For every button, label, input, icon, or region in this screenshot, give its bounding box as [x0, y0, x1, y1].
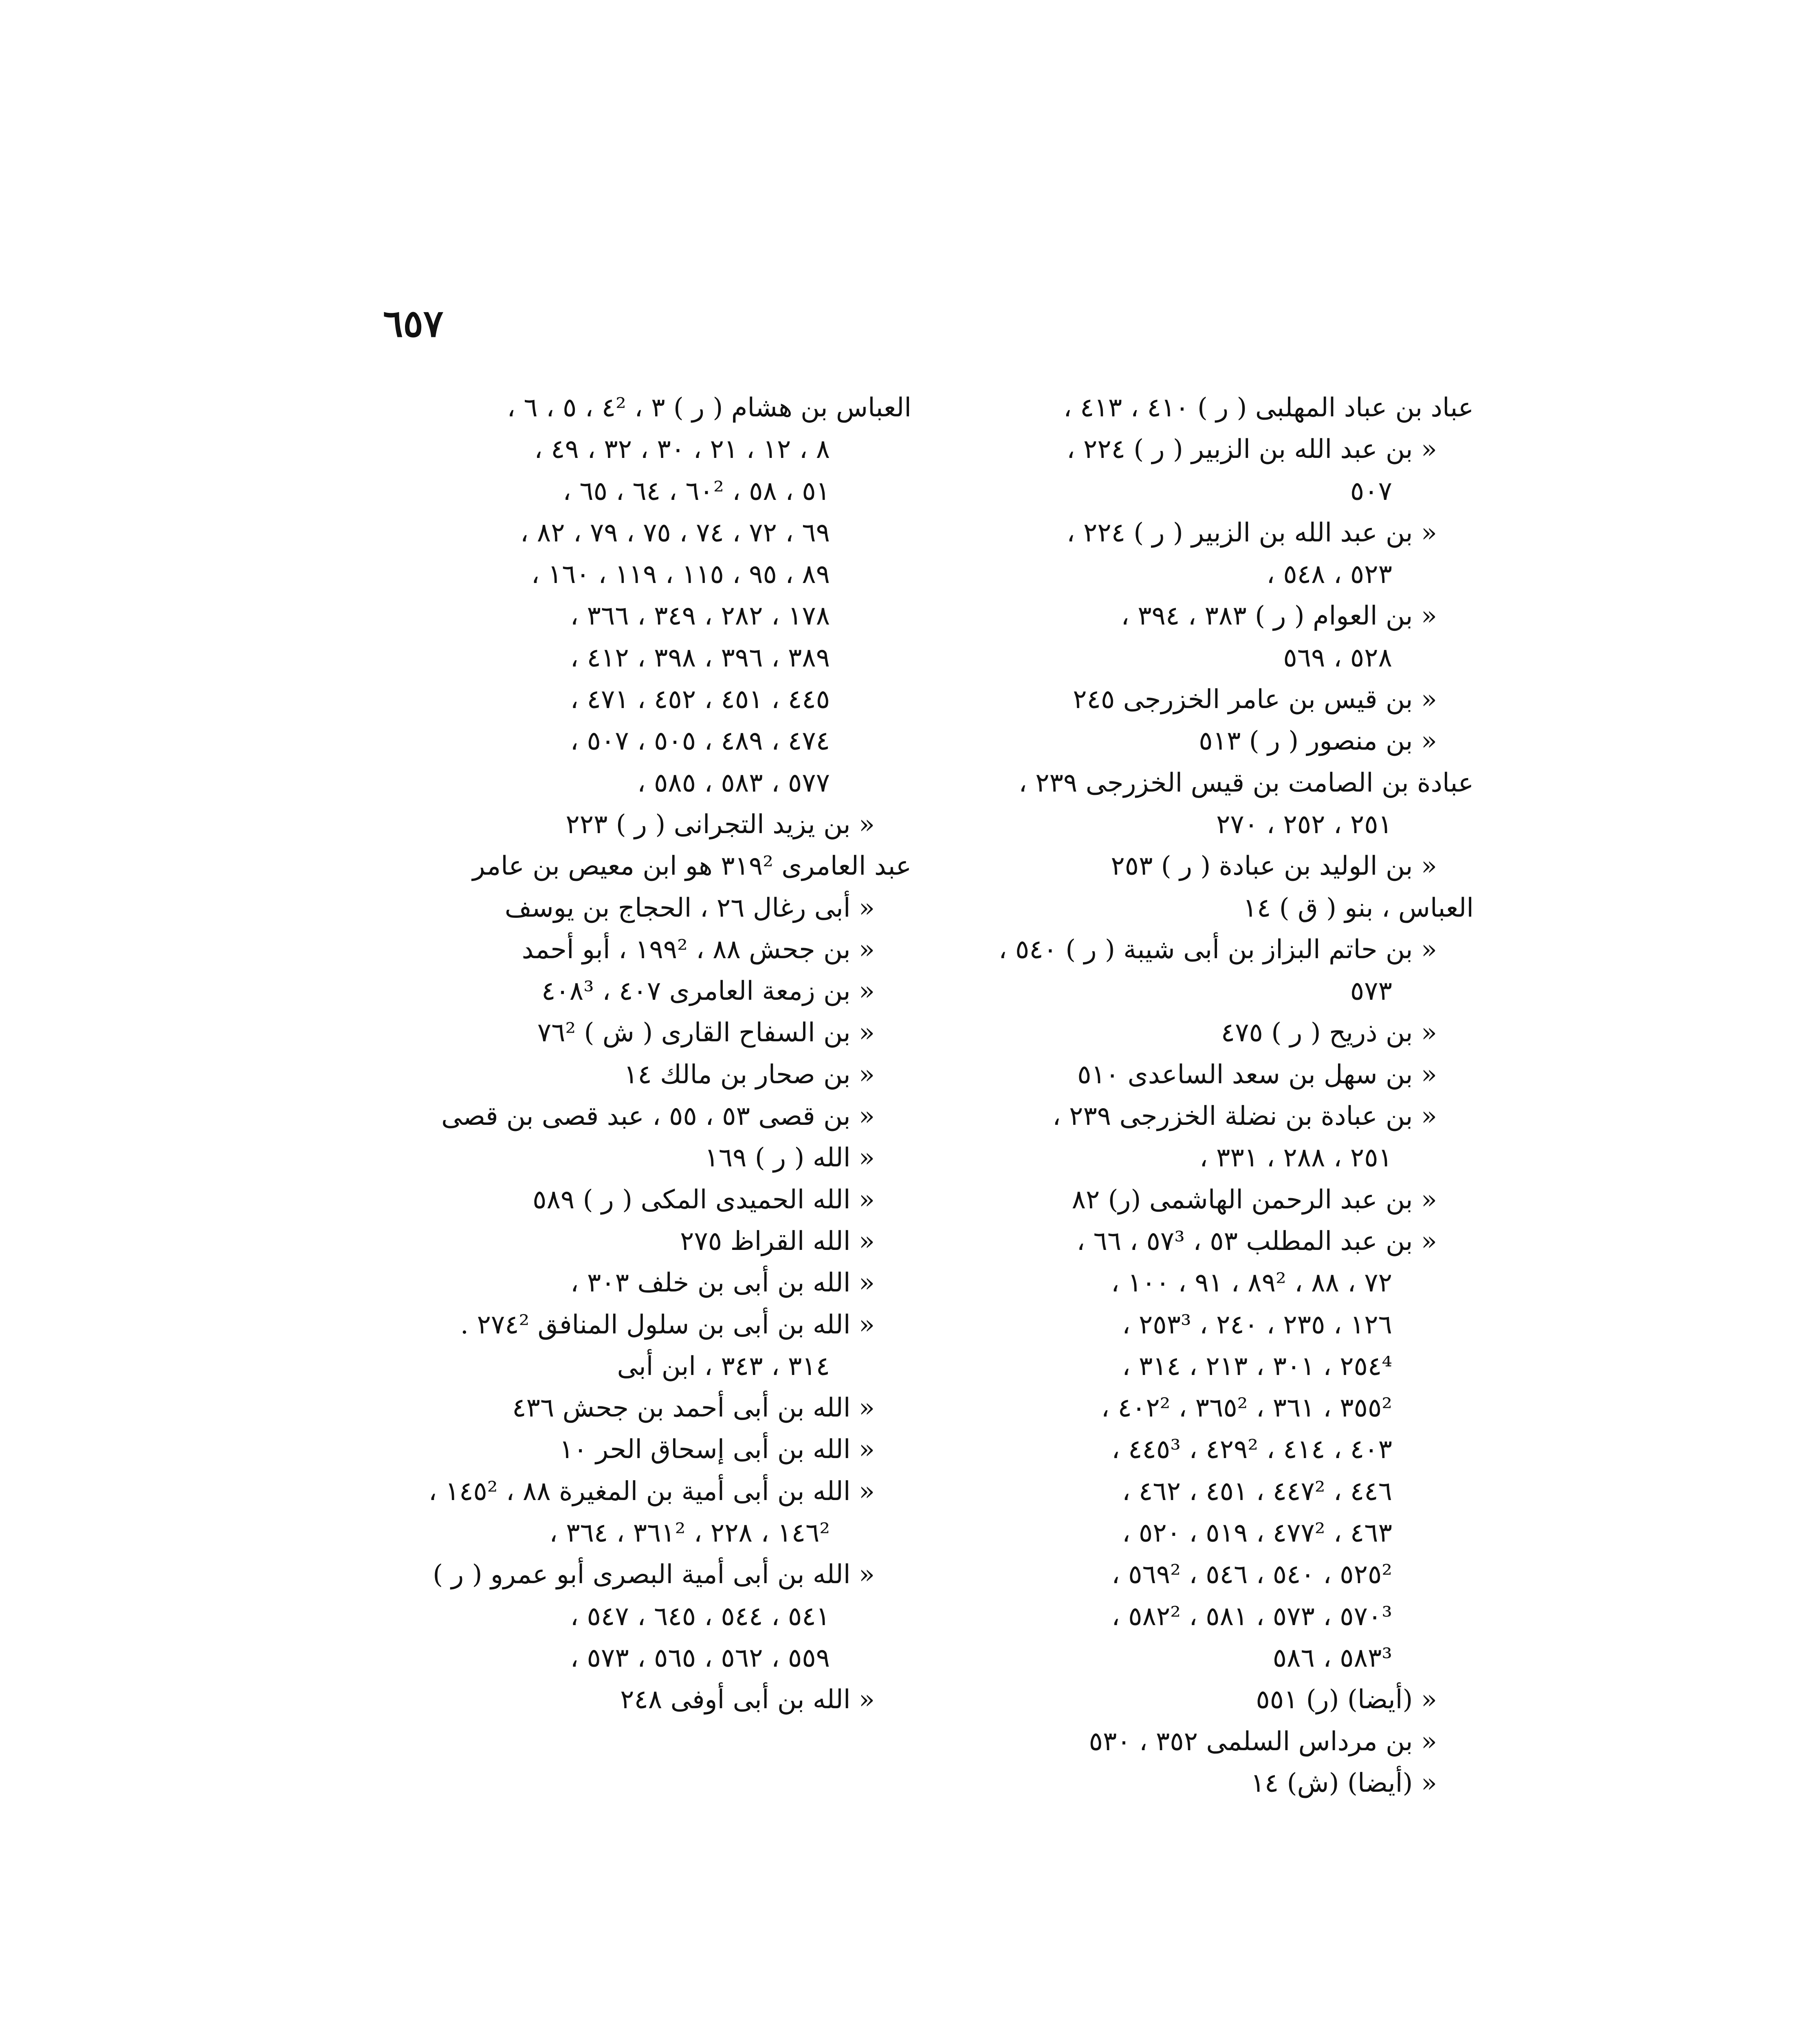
index-entry-line: العباس بن هشام ( ر ) ٣ ، ٤² ، ٥ ، ٦ ،: [507, 393, 911, 423]
index-entry-line: « بن سهل بن سعد الساعدى ٥١٠: [1077, 1059, 1437, 1090]
index-entry-line: ٨ ، ١٢ ، ٢١ ، ٣٠ ، ٣٢ ، ٤٩ ،: [534, 434, 830, 465]
index-entry-line: ٥٧٠³ ، ٥٧٣ ، ٥٨١ ، ٥٨٢² ،: [1111, 1601, 1392, 1632]
index-entry-line: « بن السفاح القارى ( ش ) ٧٦²: [537, 1018, 875, 1048]
index-entry-line: « الله بن أبى أحمد بن جحش ٤٣٦: [512, 1393, 875, 1423]
index-entry-line: « بن قيس بن عامر الخزرجى ٢٤٥: [1073, 684, 1437, 715]
index-entry-line: عبد العامرى ٣١٩² هو ابن معيص بن عامر: [472, 851, 911, 882]
index-entry-line: ٤٤٦ ، ٤٤٧² ، ٤٥١ ، ٤٦٢ ،: [1122, 1476, 1392, 1507]
index-entry-line: « الله الحميدى المكى ( ر ) ٥٨٩: [533, 1184, 875, 1215]
index-entry-line: ٥٨٣³ ، ٥٨٦: [1272, 1643, 1392, 1673]
index-entry-line: « بن عبادة بن نضلة الخزرجى ٢٣٩ ،: [1052, 1101, 1437, 1132]
index-entry-line: « بن عبد المطلب ٥٣ ، ٥٧³ ، ٦٦ ،: [1076, 1226, 1437, 1256]
index-entry-line: ٥١ ، ٥٨ ، ٦٠² ، ٦٤ ، ٦٥ ،: [563, 476, 830, 506]
index-entry-line: ٢٥١ ، ٢٨٨ ، ٣٣١ ،: [1199, 1143, 1392, 1173]
index-entry-line: ٥٤١ ، ٥٤٤ ، ٦٤٥ ، ٥٤٧ ،: [570, 1601, 830, 1632]
index-column-right: [895, 387, 1474, 1804]
index-entry-line: « بن مرداس السلمى ٣٥٢ ، ٥٣٠: [1089, 1726, 1437, 1757]
index-entry-line: « بن عبد الرحمن الهاشمى (ر) ٨٢: [1072, 1184, 1437, 1215]
index-entry-line: « الله بن أبى بن سلول المنافق ٢٧٤² .: [460, 1309, 875, 1340]
index-entry-line: « بن زمعة العامرى ٤٠٧ ، ٤٠٨³: [541, 976, 875, 1007]
index-entry-line: « بن صحار بن مالك ١٤: [624, 1059, 875, 1090]
index-entry-line: ٦٩ ، ٧٢ ، ٧٤ ، ٧٥ ، ٧٩ ، ٨٢ ،: [520, 517, 830, 548]
index-entry-line: ٢٥٤⁴ ، ٣٠١ ، ٢١٣ ، ٣١٤ ،: [1122, 1351, 1392, 1381]
index-entry-line: « بن ذريح ( ر ) ٤٧٥: [1221, 1018, 1437, 1048]
index-entry-line: « الله بن أبى بن خلف ٣٠٣ ،: [570, 1268, 875, 1298]
index-entry-line: عباد بن عباد المهلبى ( ر ) ٤١٠ ، ٤١٣ ،: [1063, 393, 1474, 423]
index-entry-line: عبادة بن الصامت بن قيس الخزرجى ٢٣٩ ،: [1019, 768, 1474, 798]
index-entry-line: ٢٥١ ، ٢٥٢ ، ٢٧٠: [1216, 809, 1392, 840]
index-entry-line: ٤٤٥ ، ٤٥١ ، ٤٥٢ ، ٤٧١ ،: [570, 684, 830, 715]
index-entry-line: « بن منصور ( ر ) ٥١٣: [1199, 726, 1437, 757]
index-entry-line: « بن جحش ٨٨ ، ١٩٩² ، أبو أحمد: [522, 934, 875, 965]
index-entry-line: ٤٠٣ ، ٤١٤ ، ٤٢٩² ، ٤٤٥³ ،: [1111, 1434, 1392, 1465]
index-entry-line: « الله ( ر ) ١٦٩: [704, 1143, 875, 1173]
index-entry-line: « الله بن أبى أمية بن المغيرة ٨٨ ، ١٤٥² ،: [428, 1476, 875, 1507]
index-entry-line: ٤٦٣ ، ٤٧٧² ، ٥١٩ ، ٥٢٠ ،: [1122, 1518, 1392, 1549]
index-entry-line: العباس ، بنو ( ق ) ١٤: [1243, 893, 1474, 923]
index-entry-line: « بن العوام ( ر ) ٣٨٣ ، ٣٩٤ ،: [1121, 601, 1437, 631]
index-entry-line: « بن حاتم البزاز بن أبى شيبة ( ر ) ٥٤٠ ،: [998, 934, 1437, 965]
index-entry-line: ٣٨٩ ، ٣٩٦ ، ٣٩٨ ، ٤١٢ ،: [570, 642, 830, 673]
index-entry-line: « بن قصى ٥٣ ، ٥٥ ، عبد قصى بن قصى: [441, 1101, 875, 1132]
index-entry-line: ٥٠٧: [1350, 476, 1392, 506]
index-entry-line: « الله بن أبى أمية البصرى أبو عمرو ( ر ): [433, 1560, 875, 1590]
index-entry-line: ٥٧٣: [1350, 976, 1392, 1007]
index-entry-line: ٥٢٥² ، ٥٤٠ ، ٥٤٦ ، ٥٦٩² ،: [1111, 1560, 1392, 1590]
index-entry-line: ١٢٦ ، ٢٣٥ ، ٢٤٠ ، ٢٥٣³ ،: [1122, 1309, 1392, 1340]
index-entry-line: ٥٥٩ ، ٥٦٢ ، ٥٦٥ ، ٥٧٣ ،: [570, 1643, 830, 1673]
index-entry-line: « بن عبد الله بن الزبير ( ر ) ٢٢٤ ،: [1066, 517, 1437, 548]
index-entry-line: « الله بن أبى أوفى ٢٤٨: [620, 1685, 875, 1715]
index-entry-line: « الله بن أبى إسحاق الحر ١٠: [559, 1434, 875, 1465]
index-entry-line: « بن يزيد التجرانى ( ر ) ٢٢٣: [566, 809, 875, 840]
index-entry-line: « بن عبد الله بن الزبير ( ر ) ٢٢٤ ،: [1066, 434, 1437, 465]
index-entry-line: ٣١٤ ، ٣٤٣ ، ابن أبى: [617, 1351, 830, 1381]
index-entry-line: ٥٢٣ ، ٥٤٨ ،: [1266, 559, 1392, 590]
index-entry-line: ٧٢ ، ٨٨ ، ٨٩² ، ٩١ ، ١٠٠ ،: [1111, 1268, 1392, 1298]
index-entry-line: « (أيضا) (ر) ٥٥١: [1256, 1685, 1437, 1715]
index-entry-line: ٥٢٨ ، ٥٦٩: [1283, 642, 1392, 673]
index-entry-line: ٣٥٥² ، ٣٦١ ، ٣٦٥² ، ٤٠٢² ،: [1101, 1393, 1392, 1423]
index-entry-line: « الله القراظ ٢٧٥: [680, 1226, 875, 1256]
index-entry-line: « بن الوليد بن عبادة ( ر ) ٢٥٣: [1111, 851, 1437, 882]
index-entry-line: « أبى رغال ٢٦ ، الحجاج بن يوسف: [504, 893, 875, 923]
index-entry-line: ٨٩ ، ٩٥ ، ١١٥ ، ١١٩ ، ١٦٠ ،: [531, 559, 830, 590]
index-entry-line: ٥٧٧ ، ٥٨٣ ، ٥٨٥ ،: [637, 768, 830, 798]
index-entry-line: ١٧٨ ، ٢٨٢ ، ٣٤٩ ، ٣٦٦ ،: [570, 601, 830, 631]
index-entry-line: ٤٧٤ ، ٤٨٩ ، ٥٠٥ ، ٥٠٧ ،: [570, 726, 830, 757]
page-number: ٦٥٧: [383, 301, 444, 345]
index-entry-line: ١٤٦² ، ٢٢٨ ، ٣٦١² ، ٣٦٤ ،: [549, 1518, 830, 1549]
index-entry-line: « (أيضا) (ش) ١٤: [1250, 1768, 1437, 1798]
index-column-left: [329, 387, 911, 1721]
